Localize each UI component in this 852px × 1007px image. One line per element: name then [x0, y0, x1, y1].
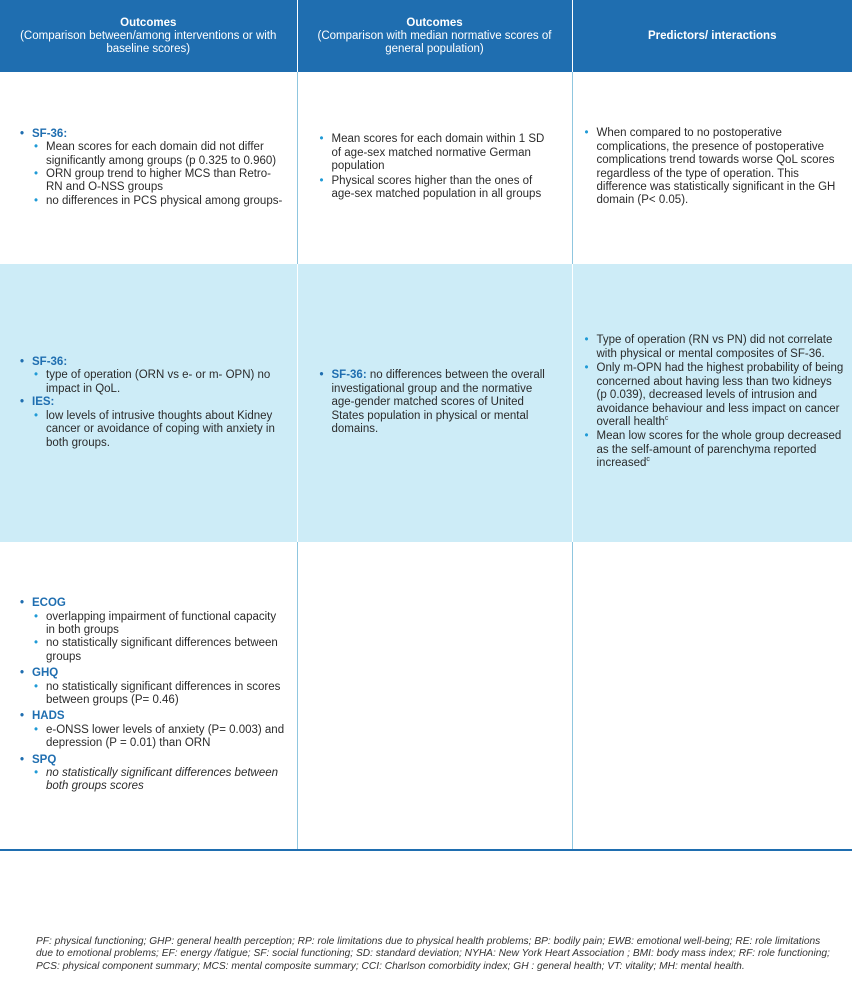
table-row [0, 264, 852, 542]
abbreviations-footnote: PF: physical functioning; GHP: general health perception; RP: role limitations due to physical health problems; BP: bodily pain; EWB: emotional well-being; RE: role limitations due to emotional problems; EF: energy /fatigue; SF: social functioning; SD: standard deviation; NYHA: New York Heart Association ; BMI: body mass index; RF: role functioning; PCS: physical component summary; MCS: mental composite summary; CCI: Charlson comorbidity index; GH : general health; VT: vitality; MH: mental health. [36, 936, 830, 972]
footnote-marker: c [646, 456, 650, 464]
list-item: • no differences in PCS physical among groups- [20, 195, 287, 208]
list-item: • Mean scores for each domain within 1 SD of age-sex matched normative German population [320, 133, 546, 173]
row1-cell-normative [297, 72, 572, 264]
list-item: • type of operation (ORN vs e- or m- OPN) no impact in QoL. [20, 369, 287, 396]
row3-cell-predictors-empty [572, 542, 852, 850]
footnote-marker: c [664, 415, 669, 423]
row3-hads-label: • HADS [20, 710, 287, 723]
header-col2-title: Outcomes [406, 16, 463, 29]
row3-spq-label: • SPQ [20, 754, 287, 767]
list-item [585, 430, 845, 470]
row2-sf36-label: • SF-36: [20, 356, 287, 369]
row2-sf36-inline-label: SF-36: [331, 369, 367, 382]
list-item: • overlapping impairment of functional capacity in both groups [20, 611, 287, 638]
list-item: • When compared to no postoperative complications, the presence of postoperative complications trend towards worse QoL scores regardless of the type of operation. This difference was statistically significant in the GH domain (P< 0.05). [585, 127, 845, 207]
list-item: • no statistically significant differences between groups [20, 637, 287, 664]
list-item: • Type of operation (RN vs PN) did not correlate with physical or mental composites of SF-36. [585, 334, 845, 361]
row2-cell-predictors [572, 264, 852, 542]
table-row [0, 72, 852, 264]
list-item: • low levels of intrusive thoughts about Kidney cancer or avoidance of coping with anxiety in both groups. [20, 410, 287, 450]
row2-cell-normative [297, 264, 572, 542]
row1-sf36-label: • SF-36: [20, 128, 287, 141]
list-item: • no statistically significant differences between both groups scores [20, 767, 287, 794]
list-item: • no statistically significant differences in scores between groups (P= 0.46) [20, 681, 287, 708]
header-col1-title: Outcomes [120, 16, 177, 29]
row1-cell-predictors [572, 72, 852, 264]
row2-predictor-text: Mean low scores for the whole group decreased as the self-amount of parenchyma reported increased [596, 430, 842, 470]
header-col-outcomes-comparison [0, 0, 297, 72]
list-item: • e-ONSS lower levels of anxiety (P= 0.003) and depression (P = 0.01) than ORN [20, 724, 287, 751]
row1-cell-comparison [0, 72, 297, 264]
row3-ecog-label: • ECOG [20, 597, 287, 610]
header-row [0, 0, 852, 72]
list-item: • ORN group trend to higher MCS than Retro-RN and O-NSS groups [20, 168, 287, 195]
header-col2-subtitle: (Comparison with median normative scores of general population) [317, 29, 552, 55]
row2-normative-text: no differences between the overall investigational group and the normative age-gender matched scores of United States population in physical or mental domains. [331, 369, 545, 436]
list-item: • Physical scores higher than the ones of age-sex matched population in all groups [320, 175, 546, 202]
header-col-outcomes-normative [297, 0, 572, 72]
header-col3-title: Predictors/ interactions [648, 29, 777, 42]
row3-cell-normative-empty [297, 542, 572, 850]
list-item: • Mean scores for each domain did not differ significantly among groups (p 0.325 to 0.960) [20, 141, 287, 168]
row3-cell-comparison [0, 542, 297, 850]
row3-ghq-label: • GHQ [20, 667, 287, 680]
row2-predictor-text: Only m-OPN had the highest probability of being concerned about having less than two kidneys (p 0.039), decreased levels of intrusion and avoidance behaviour and less impact on cancer overall health [596, 362, 844, 428]
list-item [320, 369, 546, 436]
row2-cell-comparison [0, 264, 297, 542]
list-item [585, 362, 845, 429]
table-row [0, 542, 852, 850]
header-col1-subtitle: (Comparison between/among interventions or with baseline scores) [20, 29, 277, 55]
header-col-predictors [572, 0, 852, 72]
row2-ies-label: • IES: [20, 396, 287, 409]
